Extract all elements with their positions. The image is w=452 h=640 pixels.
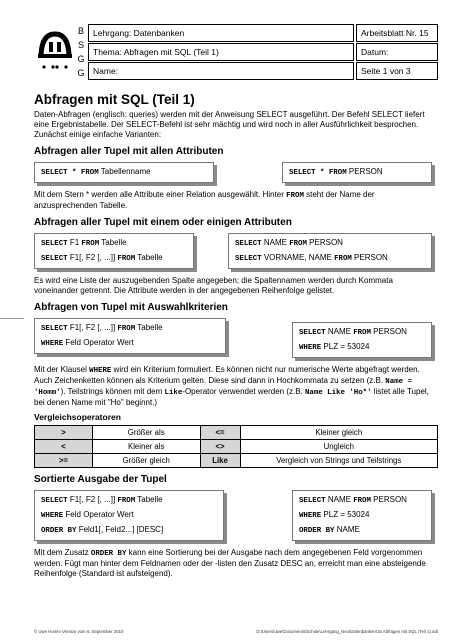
operator-row (35, 440, 438, 454)
syntax-box: SELECT F1[, F2 [, ...]] FROM Tabelle WHERE Feld Operator Wert (34, 318, 226, 354)
worksheet-body (34, 92, 438, 579)
school-logo (34, 24, 76, 80)
operator-symbol: < (35, 440, 93, 454)
example-row (34, 490, 438, 541)
section-heading: Sortierte Ausgabe der Tupel (34, 474, 167, 485)
arbeitsblatt-field: Arbeitsblatt Nr. 15 (356, 24, 438, 42)
syntax-box: SELECT * FROM Tabellenname (34, 162, 214, 183)
lehrgang-field: Lehrgang: Datenbanken (88, 24, 354, 42)
seite-field: Seite 1 von 3 (356, 62, 438, 80)
footer-filepath: D:\Users\uwe\Documents\Schule\Lehrgang_Neu\Datenbanken\15 Abfragen mit SQL (Teil 1).odt (256, 629, 438, 634)
operators-table (34, 425, 438, 468)
operator-symbol: > (35, 426, 93, 440)
operator-row (35, 454, 438, 468)
operator-description: Kleiner gleich (240, 426, 438, 440)
syntax-box: SELECT F1 FROM Tabelle SELECT F1[, F2 [, ...]] FROM Tabelle (34, 233, 194, 269)
datum-field: Datum: (356, 43, 438, 61)
page-footer (34, 629, 438, 634)
section-text: Mit dem Zusatz ORDER BY kann eine Sortierung bei der Ausgabe nach dem angegebenen Feld vorgenommen werden. Fügt man hinter dem Feldnamen oder der -listen den Zusatz DESC an, erreicht man eine absteigende Reihenfolge (Standard ist aufsteigend). (34, 548, 426, 578)
operator-row (35, 426, 438, 440)
operator-description: Kleiner als (92, 440, 200, 454)
example-row (34, 162, 438, 183)
operator-description: Vergleich von Strings und Teilstrings (240, 454, 438, 468)
section-heading: Abfragen aller Tupel mit einem oder einigen Attributen (34, 217, 292, 228)
operators-heading: Vergleichsoperatoren (34, 412, 121, 422)
section-text: Mit der Klausel WHERE wird ein Kriterium formuliert. Es können nicht nur numerische Werte abgefragt werden. Auch Zeichenketten können als Kriterium gelten. Diese sind dann in Hochkommata zu setzen (z.B. Name = 'Homm'). Teilstrings können mit dem Like-Operator verwendet werden (z.B. Name Like 'Ho*' listet alle Tupel, bei denen Name mit "Ho" beginnt.) (34, 365, 429, 407)
operator-symbol: <= (200, 426, 240, 440)
example-row (34, 318, 438, 358)
footer-copyright: © Uwe Homm Version vom 6. September 2010 (34, 629, 124, 634)
worksheet-header (34, 24, 438, 80)
syntax-box: SELECT F1[, F2 [, ...]] FROM Tabelle WHERE Feld Operator Wert ORDER BY Feld1[, Feld2...] [DESC] (34, 490, 224, 541)
section-text: Mit dem Stern * werden alle Attribute einer Relation ausgewählt. Hinter FROM steht der Name der anzusprechenden Tabelle. (34, 190, 375, 210)
punch-hole-mark (0, 318, 24, 319)
example-box: SELECT NAME FROM PERSON SELECT VORNAME, NAME FROM PERSON (228, 233, 432, 269)
section-text: Es wird eine Liste der auszugebenden Spalte angegeben; die Spaltennamen werden durch Kommata voneinander getrennt. Die Attribute werden in der angegebenen Reihenfolge gelistet. (34, 276, 393, 295)
example-box: SELECT NAME FROM PERSON WHERE PLZ = 53024 (292, 322, 432, 358)
school-initials: B S G G (77, 26, 85, 78)
example-box: SELECT * FROM PERSON (282, 162, 432, 183)
example-box: SELECT NAME FROM PERSON WHERE PLZ = 53024 ORDER BY NAME (292, 490, 432, 541)
thema-field: Thema: Abfragen mit SQL (Teil 1) (88, 43, 354, 61)
operator-description: Größer gleich (92, 454, 200, 468)
intro-paragraph: Daten-Abfragen (englisch: queries) werden mit der Anweisung SELECT ausgeführt. Der Befehl SELECT liefert eine Ergebnistabelle. Der SELECT-Befehl ist sehr mächtig und wird noch in aller Ausführlichkeit besprochen. Zunächst einige einfache Varianten: (34, 110, 425, 139)
section-heading: Abfragen von Tupel mit Auswahlkriterien (34, 302, 228, 313)
operator-symbol: <> (200, 440, 240, 454)
operator-description: Ungleich (240, 440, 438, 454)
section-heading: Abfragen aller Tupel mit allen Attributen (34, 146, 224, 157)
page-title: Abfragen mit SQL (Teil 1) (34, 92, 195, 107)
operator-description: Größer als (92, 426, 200, 440)
operator-symbol: Like (200, 454, 240, 468)
name-field: Name: (88, 62, 354, 80)
example-row (34, 233, 438, 269)
operator-symbol: >= (35, 454, 93, 468)
